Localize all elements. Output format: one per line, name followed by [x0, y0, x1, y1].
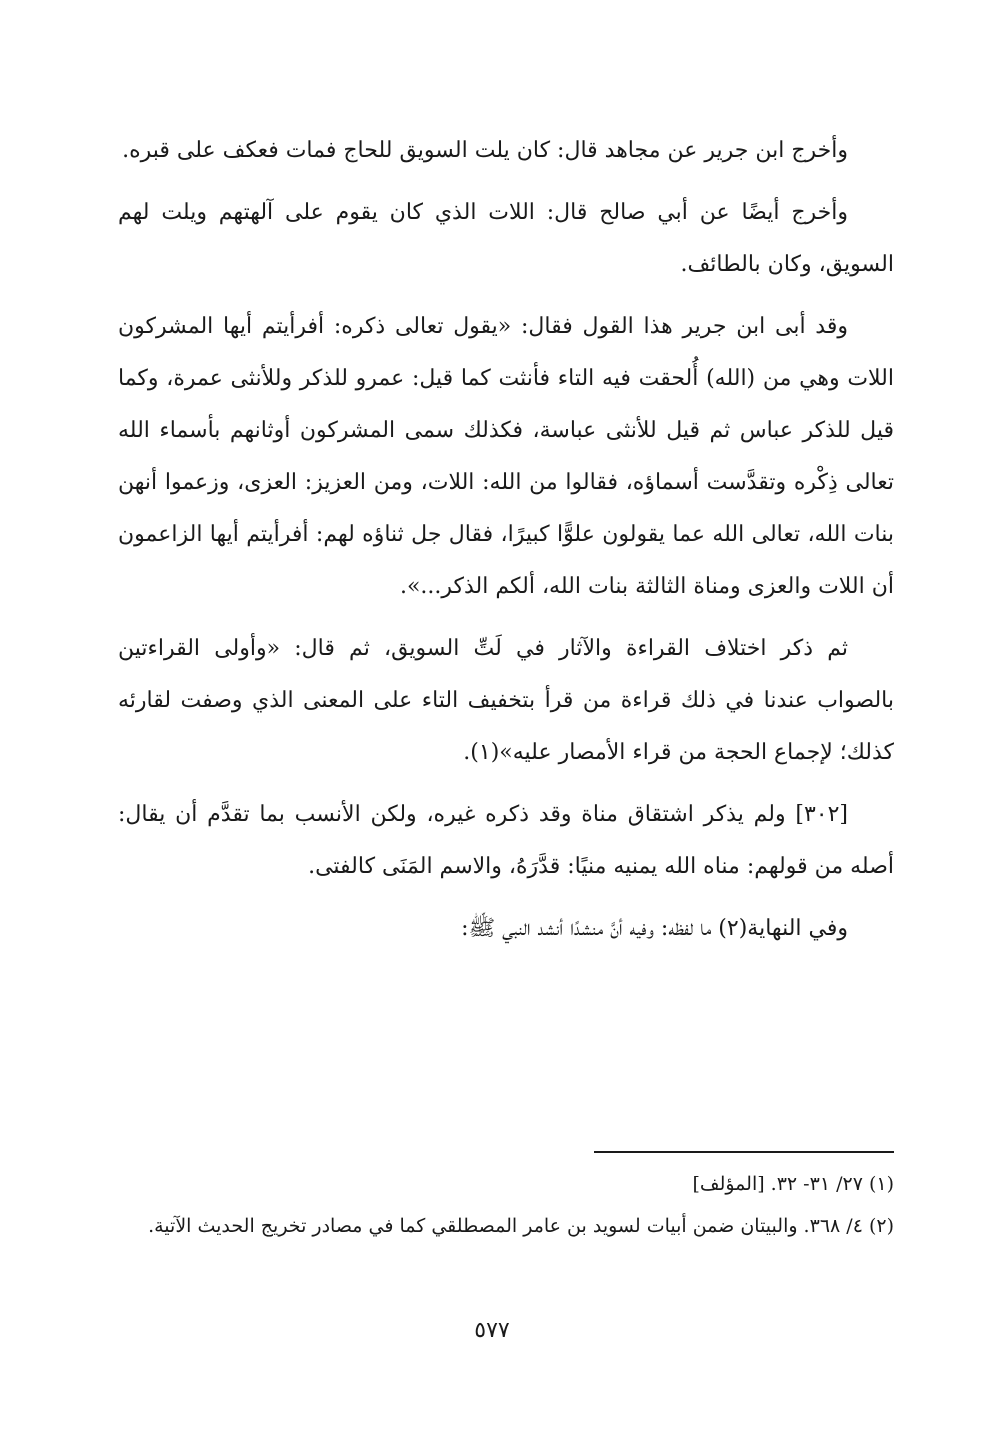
footnotes — [118, 1165, 894, 1249]
footnote-divider — [594, 1151, 894, 1153]
paragraph-1: وأخرج ابن جرير عن مجاهد قال: كان يلت السويق للحاج فمات فعكف على قبره. — [122, 138, 848, 163]
footnote-2: (٢) ٤/ ٣٦٨. والبيتان ضمن أبيات لسويد بن عامر المصطلقي كما في مصادر تخريج الحديث الآتية. — [148, 1215, 894, 1237]
footnote-1: (١) ٢٧/ ٣١- ٣٢. [المؤلف] — [692, 1173, 894, 1195]
paragraph-4: ثم ذكر اختلاف القراءة والآثار في لَتِّ السويق، ثم قال: «وأولى القراءتين بالصواب عندنا في ذلك قراءة من قرأ بتخفيف التاء على المعنى الذي وصفت لقارئه كذلك؛ لإجماع الحجة من قراء الأمصار عليه»(١). — [118, 636, 894, 765]
page-number: ٥٧٧ — [474, 1318, 510, 1343]
paragraph-3: وقد أبى ابن جرير هذا القول فقال: «يقول تعالى ذكره: أفرأيتم أيها المشركون اللات وهي من (الله) أُلحقت فيه التاء فأنثت كما قيل: عمرو للذكر وللأنثى عمرة، وكما قيل للذكر عباس ثم قيل للأنثى عباسة، فكذلك سمى المشركون أوثانهم بأسماء الله تعالى ذِكْره وتقدَّست أسماؤه، فقالوا من الله: اللات، ومن العزيز: العزى، وزعموا أنهن بنات الله، تعالى الله عما يقولون علوًّا كبيرًا، فقال جل ثناؤه لهم: أفرأيتم أيها الزاعمون أن اللات والعزى ومناة الثالثة بنات الله، ألكم الذكر...». — [118, 314, 894, 599]
paragraph-6: وفي النهاية(٢) ما لفظه: وفيه أنَّ منشدًا أنشد النبي ﷺ: — [461, 916, 848, 941]
paragraph-5: [٣٠٢] ولم يذكر اشتقاق مناة وقد ذكره غيره، ولكن الأنسب بما تقدَّم أن يقال: أصله من قولهم: مناه الله يمنيه منيًا: قدَّرَهُ، والاسم المَنَى كالفتى. — [118, 802, 894, 879]
paragraph-2: وأخرج أيضًا عن أبي صالح قال: اللات الذي كان يقوم على آلهتهم ويلت لهم السويق، وكان بالطائف. — [118, 200, 894, 277]
main-text — [118, 125, 894, 965]
